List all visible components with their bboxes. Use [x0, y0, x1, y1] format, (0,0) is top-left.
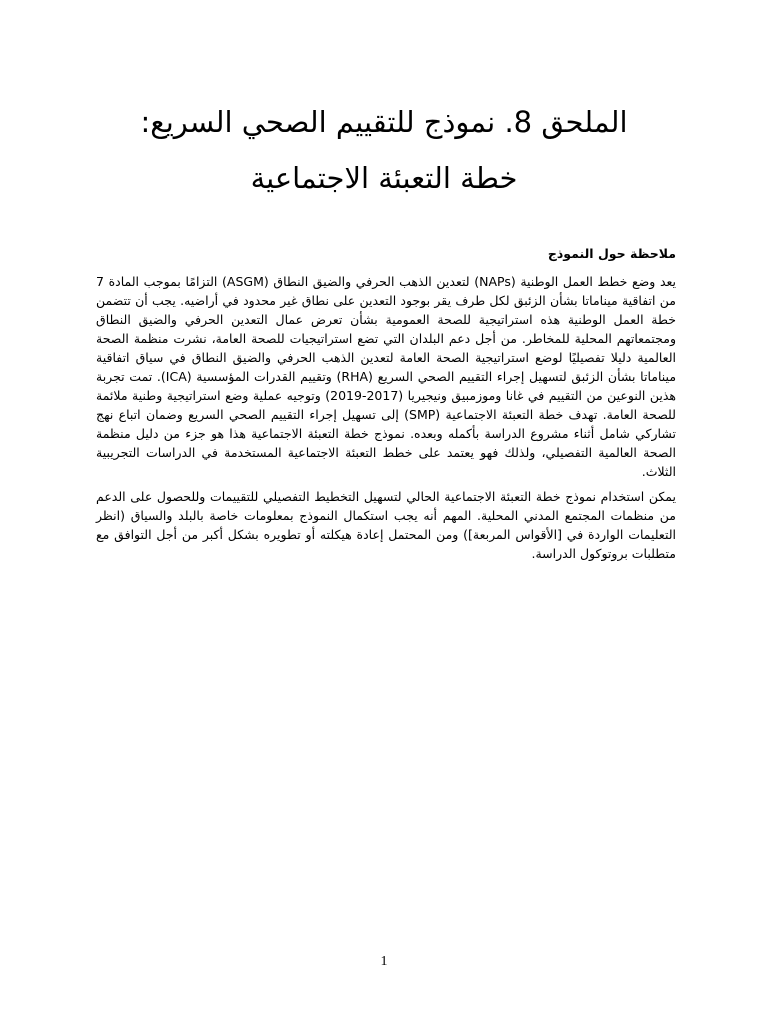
title-line-1: الملحق 8. نموذج للتقييم الصحي السريع: — [140, 105, 628, 139]
body-paragraph-2: يمكن استخدام نموذج خطة التعبئة الاجتماعية الحالي لتسهيل التخطيط التفصيلي للتقييمات وللحصول على الدعم من منظمات المجتمع المدني المحلية. المهم أنه يجب استكمال النموذج بمعلومات خاصة بالبلد والسياق (انظر التعليمات الواردة في [الأقواس المربعة]) ومن المحتمل إعادة هيكلته أو تطويره بشكل أكبر من أجل التوافق مع متطلبات بروتوكول الدراسة. — [96, 489, 676, 561]
page-title — [84, 94, 684, 206]
title-line-2: خطة التعبئة الاجتماعية — [250, 161, 518, 195]
body-paragraph-1: يعد وضع خطط العمل الوطنية (NAPs) لتعدين الذهب الحرفي والضيق النطاق (ASGM) التزامًا بموجب المادة 7 من اتفاقية ميناماتا بشأن الزئبق لكل طرف يقر بوجود التعدين على نطاق غير محدود في أراضيه. يجب أن تتضمن خطة العمل الوطنية هذه استراتيجية للصحة العمومية بشأن تعرض عمال التعدين الحرفي والضيق النطاق ومجتمعاتهم المحلية للمخاطر. من أجل دعم البلدان التي تضع استراتيجيات للصحة العامة، نشرت منظمة الصحة العالمية دليلا تفصيليًا لوضع استراتيجية الصحة العامة لتعدين الذهب الحرفي والضيق النطاق في سياق اتفاقية ميناماتا بشأن الزئبق لتسهيل إجراء التقييم الصحي السريع (RHA) وتقييم القدرات المؤسسية (ICA). تمت تجربة هذين النوعين من التقييم في غانا وموزمبيق ونيجيريا (2017-2019) وتوجيه عملية وضع استراتيجية وطنية ملائمة للصحة العامة. تهدف خطة التعبئة الاجتماعية (SMP) إلى تسهيل إجراء التقييم الصحي السريع وضمان اتباع نهج تشاركي شامل أثناء مشروع الدراسة بأكمله وبعده. نموذج خطة التعبئة الاجتماعية هذا هو جزء من دليل منظمة الصحة العالمية التفصيلي، ولذلك فهو يعتمد على خطط التعبئة الاجتماعية المستخدمة في الدراسات التجريبية الثلاث. — [96, 274, 677, 479]
document-body — [96, 244, 676, 569]
page-number: 1 — [380, 954, 388, 969]
note-heading: ملاحظة حول النموذج — [547, 246, 676, 261]
